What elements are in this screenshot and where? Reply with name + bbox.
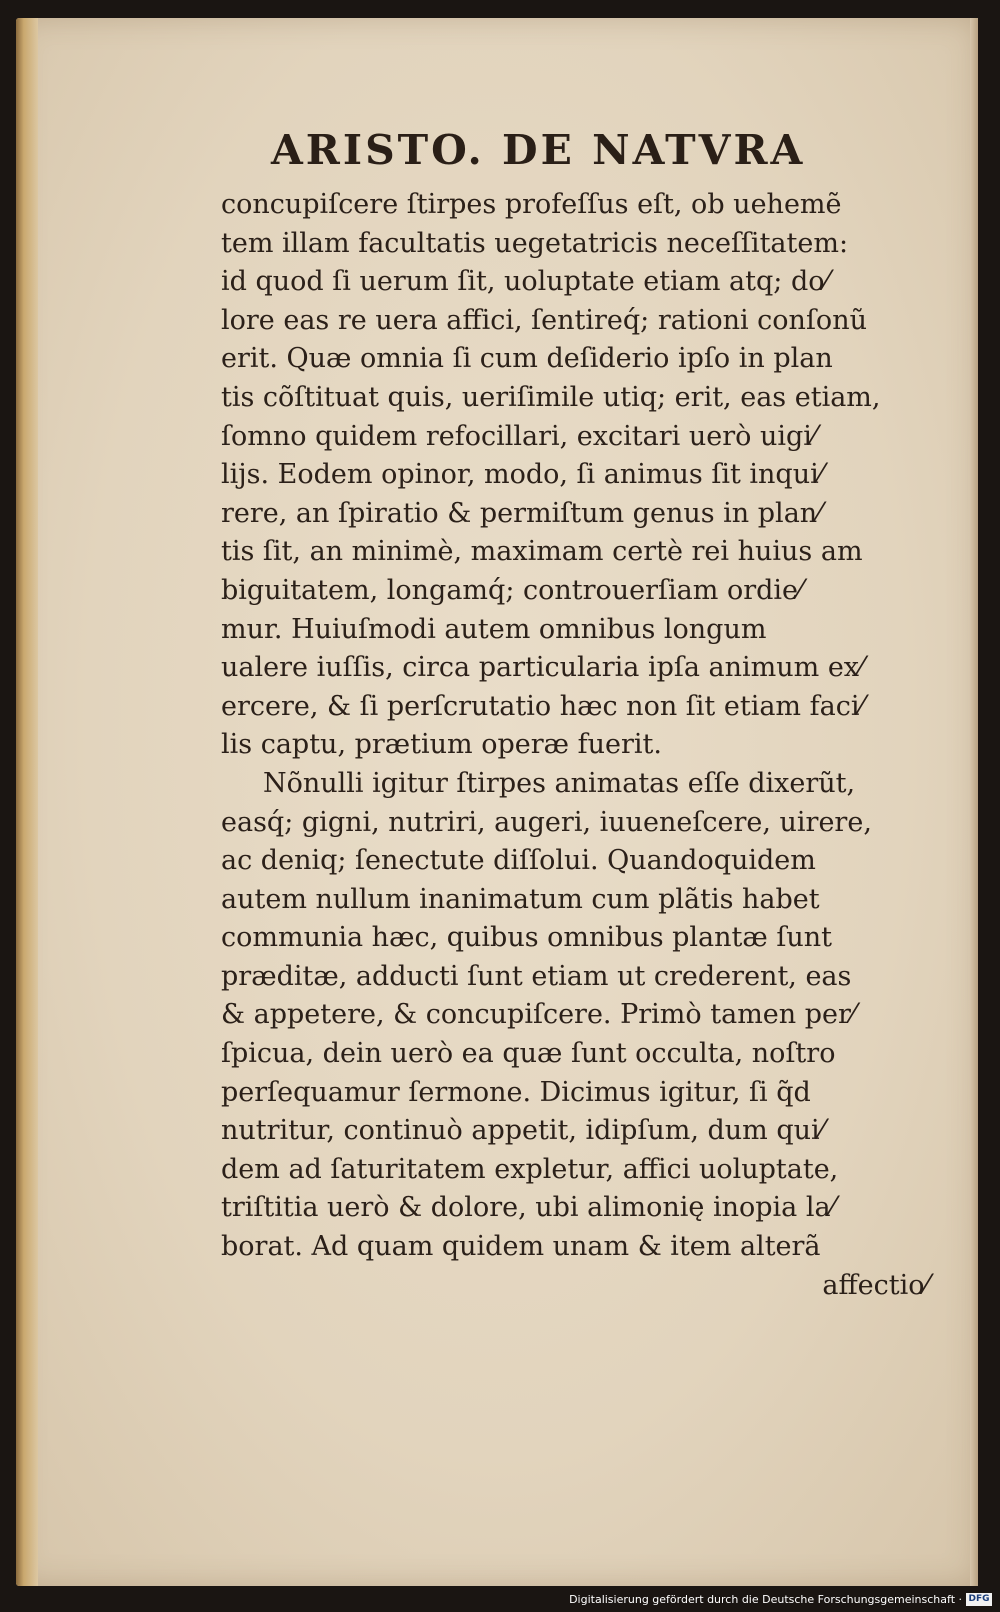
text-line: tis ſit, an minimè, maximam certè rei huius am <box>221 536 863 568</box>
paragraph-start-line: Nõnulli igitur ſtirpes animatas eſſe dixerũt, <box>263 767 856 799</box>
dfg-logo-icon: DFG <box>966 1593 992 1606</box>
text-block <box>221 186 941 1305</box>
text-line: lis captu, prætium operæ fuerit. <box>221 729 662 761</box>
text-line: tis cõſtituat quis, ueriſimile utiq; erit, eas etiam, <box>221 381 881 413</box>
text-line: ac deniq; ſenectute diſſolui. Quandoquidem <box>221 845 816 877</box>
text-line: autem nullum inanimatum cum plãtis habet <box>221 883 820 915</box>
text-line: nutritur, continuò appetit, idipſum, dum qui⁄ <box>221 1115 825 1147</box>
text-line: lore eas re uera affici, ſentireq́; rationi conſonũ <box>221 304 867 336</box>
text-line: ercere, & ſi perſcrutatio hæc non ſit etiam faci⁄ <box>221 690 864 722</box>
page-edge <box>970 18 978 1586</box>
text-line: mur. Huiuſmodi autem omnibus longum <box>221 613 767 645</box>
text-line: borat. Ad quam quidem unam & item alterã <box>221 1231 821 1263</box>
catchword: affectio⁄ <box>822 1269 929 1301</box>
text-line: communia hæc, quibus omnibus plantæ ſunt <box>221 922 832 954</box>
text-line: rere, an ſpiratio & permiſtum genus in plan⁄ <box>221 497 822 529</box>
text-line: lijs. Eodem opinor, modo, ſi animus ſit inqui⁄ <box>221 459 824 491</box>
book-page <box>16 18 978 1586</box>
text-line: dem ad ſaturitatem expletur, affici uoluptate, <box>221 1153 839 1185</box>
text-line: ſomno quidem refocillari, excitari uerò uigi⁄ <box>221 420 817 452</box>
text-line: tem illam facultatis uegetatricis neceſſitatem: <box>221 227 849 259</box>
text-line: biguitatem, longamq́; controuerſiam ordie⁄ <box>221 574 803 606</box>
text-line: ualere iuſſis, circa particularia ipſa animum ex⁄ <box>221 652 864 684</box>
running-head: ARISTO. DE NATVRA <box>271 126 806 174</box>
page-gutter <box>16 18 38 1586</box>
text-line: ſpicua, dein uerò ea quæ ſunt occulta, noſtro <box>221 1038 836 1070</box>
text-line: erit. Quæ omnia ſi cum deſiderio ipſo in plan <box>221 343 833 375</box>
text-line: id quod ſi uerum ſit, uoluptate etiam atq; do⁄ <box>221 266 830 298</box>
text-line: præditæ, adducti ſunt etiam ut crederent, eas <box>221 960 852 992</box>
text-line: triſtitia uerò & dolore, ubi alimonię inopia la⁄ <box>221 1192 836 1224</box>
footer-credit: Digitalisierung gefördert durch die Deutsche Forschungsgemeinschaft · <box>569 1592 962 1606</box>
digitization-footer <box>569 1590 992 1608</box>
text-line: concupiſcere ſtirpes profeſſus eſt, ob uehemẽ <box>221 189 842 220</box>
text-line: & appetere, & concupiſcere. Primò tamen per⁄ <box>221 999 856 1031</box>
text-line: perſequamur ſermone. Dicimus igitur, ſi q̃d <box>221 1076 811 1108</box>
text-line: easq́; gigni, nutriri, augeri, iuueneſcere, uirere, <box>221 806 872 838</box>
